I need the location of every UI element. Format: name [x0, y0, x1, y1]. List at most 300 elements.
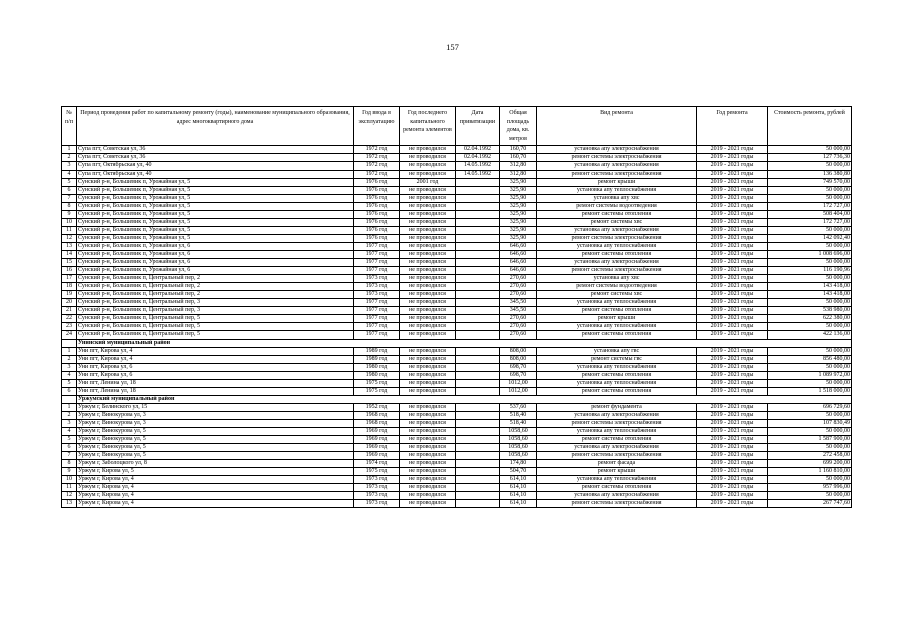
cell-cost: 50 000,00: [768, 162, 852, 170]
cell-last-repair: не проводился: [400, 234, 456, 242]
table-row: [62, 226, 852, 234]
cell-last-repair: не проводился: [400, 428, 456, 436]
cell-last-repair: не проводился: [400, 484, 456, 492]
cell-repair-type: ремонт системы отопления: [537, 387, 697, 395]
cell-repair-type: ремонт фасада: [537, 460, 697, 468]
cell-last-repair: не проводился: [400, 210, 456, 218]
cell-last-repair: не проводился: [400, 331, 456, 339]
cell-cost: 50 000,00: [768, 323, 852, 331]
cell-number: 3: [62, 363, 77, 371]
cell-last-repair: не проводился: [400, 492, 456, 500]
cell-address: Супа пгт, Октябрьская ул, 40: [77, 170, 354, 178]
table-body: [62, 146, 852, 508]
cell-privatization: [456, 419, 500, 427]
cell-number: 4: [62, 170, 77, 178]
cell-year-built: 1973 год: [354, 492, 400, 500]
section-number-cell: [62, 339, 77, 347]
cell-repair-years: 2019 - 2021 годы: [697, 484, 768, 492]
cell-cost: 143 418,00: [768, 291, 852, 299]
cell-privatization: 14.05.1992: [456, 162, 500, 170]
cell-repair-type: ремонт системы отопления: [537, 484, 697, 492]
cell-cost: 1 008 696,00: [768, 250, 852, 258]
cell-address: Уржум г, Кирова ул, 4: [77, 476, 354, 484]
cell-year-built: 1977 год: [354, 299, 400, 307]
cell-repair-type: ремонт системы отопления: [537, 250, 697, 258]
cell-year-built: 1989 год: [354, 355, 400, 363]
cell-repair-type: установка апу электроснабжения: [537, 146, 697, 154]
cell-address: Сунский р-н, Большевик п, Урожайная ул, 5: [77, 218, 354, 226]
cell-last-repair: не проводился: [400, 419, 456, 427]
cell-repair-type: ремонт системы электроснабжения: [537, 234, 697, 242]
cell-address: Сунский р-н, Большевик п, Центральный пер, 3: [77, 307, 354, 315]
cell-repair-type: ремонт крыши: [537, 468, 697, 476]
cell-last-repair: не проводился: [400, 355, 456, 363]
cell-repair-years: 2019 - 2021 годы: [697, 468, 768, 476]
cell-year-built: 1977 год: [354, 267, 400, 275]
table-row: [62, 468, 852, 476]
cell-repair-type: ремонт крыши: [537, 178, 697, 186]
cell-address: Уржум г, Винокурова ул, 5: [77, 428, 354, 436]
cell-last-repair: не проводился: [400, 387, 456, 395]
cell-cost: 50 000,00: [768, 146, 852, 154]
cell-last-repair: не проводился: [400, 299, 456, 307]
cell-cost: 172 727,00: [768, 218, 852, 226]
cell-address: Уржум г, Белинского ул, 15: [77, 403, 354, 411]
table-row: [62, 379, 852, 387]
cell-number: 20: [62, 299, 77, 307]
cell-area: 808,00: [500, 347, 537, 355]
cell-repair-years: 2019 - 2021 годы: [697, 154, 768, 162]
cell-cost: 50 000,00: [768, 347, 852, 355]
cell-repair-years: 2019 - 2021 годы: [697, 170, 768, 178]
cell-repair-type: ремонт системы электроснабжения: [537, 267, 697, 275]
cell-address: Уржум г, Винокурова ул, 3: [77, 411, 354, 419]
cell-address: Сунский р-н, Большевик п, Центральный пер, 5: [77, 315, 354, 323]
cell-cost: 50 000,00: [768, 444, 852, 452]
table-row: [62, 259, 852, 267]
cell-repair-years: 2019 - 2021 годы: [697, 428, 768, 436]
cell-privatization: [456, 299, 500, 307]
cell-address: Сунский р-н, Большевик п, Урожайная ул, 5: [77, 186, 354, 194]
cell-address: Сунский р-н, Большевик п, Урожайная ул, 6: [77, 250, 354, 258]
cell-cost: 267 747,60: [768, 500, 852, 508]
cell-address: Уржум г, Винокурова ул, 5: [77, 452, 354, 460]
cell-year-built: 1973 год: [354, 291, 400, 299]
cell-repair-type: установка апу теплоснабжения: [537, 186, 697, 194]
cell-privatization: [456, 226, 500, 234]
table-row: [62, 315, 852, 323]
cell-area: 808,00: [500, 355, 537, 363]
col-header-number: № п/п: [62, 107, 77, 146]
table-row: [62, 460, 852, 468]
cell-address: Уни пгт, Кирова ул, 6: [77, 371, 354, 379]
table-row: [62, 355, 852, 363]
page-number: 157: [446, 42, 459, 52]
cell-cost: 172 727,00: [768, 202, 852, 210]
cell-last-repair: не проводился: [400, 323, 456, 331]
cell-number: 19: [62, 291, 77, 299]
cell-last-repair: не проводился: [400, 363, 456, 371]
cell-repair-years: 2019 - 2021 годы: [697, 275, 768, 283]
cell-year-built: 1975 год: [354, 379, 400, 387]
cell-year-built: 1976 год: [354, 234, 400, 242]
cell-area: 325,90: [500, 186, 537, 194]
cell-year-built: 1977 год: [354, 242, 400, 250]
col-header-year-built: Год ввода в эксплуатацию: [354, 107, 400, 146]
table-row: [62, 154, 852, 162]
cell-area: 518,40: [500, 411, 537, 419]
cell-repair-years: 2019 - 2021 годы: [697, 387, 768, 395]
cell-address: Сунский р-н, Большевик п, Урожайная ул, 5: [77, 234, 354, 242]
cell-repair-years: 2019 - 2021 годы: [697, 186, 768, 194]
cell-repair-type: установка апу теплоснабжения: [537, 323, 697, 331]
cell-repair-years: 2019 - 2021 годы: [697, 162, 768, 170]
cell-area: 518,40: [500, 419, 537, 427]
cell-repair-years: 2019 - 2021 годы: [697, 347, 768, 355]
cell-cost: 50 000,00: [768, 363, 852, 371]
cell-number: 18: [62, 283, 77, 291]
cell-last-repair: не проводился: [400, 411, 456, 419]
section-row: [62, 339, 852, 347]
cell-repair-years: 2019 - 2021 годы: [697, 250, 768, 258]
cell-address: Супа пгт, Октябрьская ул, 40: [77, 162, 354, 170]
cell-last-repair: не проводился: [400, 307, 456, 315]
cell-last-repair: не проводился: [400, 476, 456, 484]
cell-address: Сунский р-н, Большевик п, Центральный пер, 2: [77, 283, 354, 291]
cell-year-built: 1976 год: [354, 186, 400, 194]
table-row: [62, 387, 852, 395]
cell-year-built: 1980 год: [354, 371, 400, 379]
cell-cost: 538 980,00: [768, 307, 852, 315]
cell-repair-type: установка апу электроснабжения: [537, 162, 697, 170]
cell-repair-type: ремонт системы электроснабжения: [537, 452, 697, 460]
cell-privatization: [456, 315, 500, 323]
cell-repair-years: 2019 - 2021 годы: [697, 178, 768, 186]
table-row: [62, 170, 852, 178]
cell-cost: 50 000,00: [768, 242, 852, 250]
cell-last-repair: не проводился: [400, 170, 456, 178]
cell-area: 160,70: [500, 146, 537, 154]
cell-repair-years: 2019 - 2021 годы: [697, 331, 768, 339]
cell-privatization: [456, 379, 500, 387]
table-row: [62, 299, 852, 307]
cell-last-repair: не проводился: [400, 154, 456, 162]
cell-number: 5: [62, 436, 77, 444]
col-header-privatization: Дата приватизации: [456, 107, 500, 146]
table-row: [62, 178, 852, 186]
table-row: [62, 452, 852, 460]
cell-year-built: 1969 год: [354, 428, 400, 436]
cell-repair-years: 2019 - 2021 годы: [697, 218, 768, 226]
cell-last-repair: не проводился: [400, 226, 456, 234]
cell-privatization: [456, 347, 500, 355]
cell-privatization: [456, 323, 500, 331]
cell-privatization: [456, 178, 500, 186]
cell-repair-type: ремонт крыши: [537, 315, 697, 323]
cell-repair-years: 2019 - 2021 годы: [697, 291, 768, 299]
cell-repair-type: ремонт системы отопления: [537, 371, 697, 379]
cell-last-repair: не проводился: [400, 468, 456, 476]
cell-area: 174,80: [500, 460, 537, 468]
cell-area: 160,70: [500, 154, 537, 162]
cell-last-repair: не проводился: [400, 202, 456, 210]
cell-cost: 50 000,00: [768, 492, 852, 500]
cell-area: 614,10: [500, 492, 537, 500]
cell-area: 698,70: [500, 363, 537, 371]
table-row: [62, 186, 852, 194]
cell-year-built: 1973 год: [354, 484, 400, 492]
cell-repair-years: 2019 - 2021 годы: [697, 419, 768, 427]
cell-privatization: [456, 371, 500, 379]
cell-cost: 957 996,00: [768, 484, 852, 492]
cell-area: 1012,00: [500, 379, 537, 387]
cell-cost: 508 404,00: [768, 210, 852, 218]
cell-cost: 50 000,00: [768, 299, 852, 307]
cell-area: 614,10: [500, 484, 537, 492]
cell-cost: 50 000,00: [768, 259, 852, 267]
cell-number: 7: [62, 194, 77, 202]
cell-address: Уржум г, Кирова ул, 5: [77, 468, 354, 476]
cell-privatization: [456, 492, 500, 500]
cell-repair-type: установка апу теплоснабжения: [537, 379, 697, 387]
cell-cost: 116 190,96: [768, 267, 852, 275]
cell-area: 1058,60: [500, 428, 537, 436]
cell-privatization: 14.05.1992: [456, 170, 500, 178]
cell-repair-type: установка апу электроснабжения: [537, 492, 697, 500]
table-row: [62, 242, 852, 250]
cell-last-repair: не проводился: [400, 452, 456, 460]
cell-repair-type: установка апу хвс: [537, 275, 697, 283]
cell-number: 6: [62, 444, 77, 452]
cell-repair-years: 2019 - 2021 годы: [697, 202, 768, 210]
cell-year-built: 1977 год: [354, 323, 400, 331]
cell-area: 325,90: [500, 234, 537, 242]
cell-year-built: 1977 год: [354, 307, 400, 315]
cell-number: 1: [62, 347, 77, 355]
cell-last-repair: не проводился: [400, 146, 456, 154]
col-header-cost: Стоимость ремонта, рублей: [768, 107, 852, 146]
table-row: [62, 500, 852, 508]
cell-number: 9: [62, 468, 77, 476]
cell-address: Сунский р-н, Большевик п, Урожайная ул, 5: [77, 210, 354, 218]
cell-repair-type: ремонт системы водоотведения: [537, 202, 697, 210]
cell-repair-type: установка апу электроснабжения: [537, 259, 697, 267]
cell-last-repair: не проводился: [400, 250, 456, 258]
cell-number: 8: [62, 202, 77, 210]
cell-privatization: [456, 283, 500, 291]
cell-repair-years: 2019 - 2021 годы: [697, 283, 768, 291]
cell-area: 537,60: [500, 403, 537, 411]
cell-number: 23: [62, 323, 77, 331]
cell-address: Уржум г, Винокурова ул, 3: [77, 419, 354, 427]
table-row: [62, 267, 852, 275]
table-row: [62, 194, 852, 202]
cell-address: Супа пгт, Советская ул, 36: [77, 146, 354, 154]
cell-last-repair: не проводился: [400, 242, 456, 250]
cell-number: 6: [62, 387, 77, 395]
cell-address: Уни пгт, Кирова ул, 4: [77, 355, 354, 363]
cell-area: 270,60: [500, 315, 537, 323]
cell-year-built: 1972 год: [354, 162, 400, 170]
table-row: [62, 146, 852, 154]
cell-repair-years: 2019 - 2021 годы: [697, 315, 768, 323]
cell-address: Сунский р-н, Большевик п, Урожайная ул, 5: [77, 226, 354, 234]
cell-year-built: 1976 год: [354, 226, 400, 234]
cell-last-repair: не проводился: [400, 403, 456, 411]
cell-area: 1058,60: [500, 444, 537, 452]
cell-area: 312,80: [500, 170, 537, 178]
cell-repair-type: ремонт системы отопления: [537, 307, 697, 315]
cell-area: 1012,00: [500, 387, 537, 395]
cell-year-built: 1973 год: [354, 476, 400, 484]
cell-cost: 50 000,00: [768, 428, 852, 436]
cell-address: Уржум г, Винокурова ул, 5: [77, 444, 354, 452]
cell-year-built: 1969 год: [354, 444, 400, 452]
cell-repair-type: установка апу электроснабжения: [537, 411, 697, 419]
cell-repair-years: 2019 - 2021 годы: [697, 234, 768, 242]
cell-cost: 50 000,00: [768, 476, 852, 484]
table-row: [62, 218, 852, 226]
cell-repair-type: установка апу теплоснабжения: [537, 476, 697, 484]
cell-repair-type: установка апу гвс: [537, 347, 697, 355]
cell-last-repair: не проводился: [400, 291, 456, 299]
table-row: [62, 419, 852, 427]
cell-privatization: [456, 436, 500, 444]
cell-area: 614,10: [500, 476, 537, 484]
cell-privatization: [456, 468, 500, 476]
cell-repair-years: 2019 - 2021 годы: [697, 323, 768, 331]
section-title: Уржумский муниципальный район: [77, 395, 852, 403]
cell-cost: 856 480,00: [768, 355, 852, 363]
cell-area: 270,60: [500, 291, 537, 299]
cell-privatization: [456, 210, 500, 218]
cell-area: 646,60: [500, 259, 537, 267]
cell-address: Уржум г, Заболоцкого ул, 8: [77, 460, 354, 468]
cell-repair-type: ремонт системы отопления: [537, 331, 697, 339]
cell-year-built: 1972 год: [354, 170, 400, 178]
cell-repair-years: 2019 - 2021 годы: [697, 299, 768, 307]
cell-area: 646,60: [500, 250, 537, 258]
cell-year-built: 1952 год: [354, 403, 400, 411]
section-row: [62, 395, 852, 403]
cell-area: 325,90: [500, 210, 537, 218]
cell-privatization: 02.04.1992: [456, 146, 500, 154]
cell-last-repair: не проводился: [400, 162, 456, 170]
cell-address: Сунский р-н, Большевик п, Урожайная ул, 6: [77, 242, 354, 250]
cell-last-repair: 2001 год: [400, 178, 456, 186]
cell-privatization: [456, 194, 500, 202]
cell-number: 24: [62, 331, 77, 339]
cell-area: 325,90: [500, 218, 537, 226]
cell-area: 345,50: [500, 299, 537, 307]
cell-address: Сунский р-н, Большевик п, Центральный пер, 2: [77, 275, 354, 283]
cell-number: 10: [62, 476, 77, 484]
cell-year-built: 1972 год: [354, 154, 400, 162]
col-header-address: Период проведения работ по капитальному ремонту (годы), наименование муниципального образования, адрес многоквартирного дома: [77, 107, 354, 146]
cell-privatization: [456, 452, 500, 460]
cell-repair-years: 2019 - 2021 годы: [697, 242, 768, 250]
cell-number: 9: [62, 210, 77, 218]
table-row: [62, 307, 852, 315]
cell-cost: 50 000,00: [768, 194, 852, 202]
cell-number: 14: [62, 250, 77, 258]
cell-privatization: [456, 428, 500, 436]
cell-number: 6: [62, 186, 77, 194]
cell-last-repair: не проводился: [400, 460, 456, 468]
cell-address: Сунский р-н, Большевик п, Центральный пер, 3: [77, 299, 354, 307]
table-row: [62, 283, 852, 291]
cell-repair-type: ремонт системы отопления: [537, 210, 697, 218]
cell-area: 270,60: [500, 323, 537, 331]
cell-address: Уржум г, Винокурова ул, 5: [77, 436, 354, 444]
cell-number: 2: [62, 411, 77, 419]
cell-address: Сунский р-н, Большевик п, Центральный пер, 2: [77, 291, 354, 299]
cell-repair-years: 2019 - 2021 годы: [697, 226, 768, 234]
cell-privatization: [456, 242, 500, 250]
cell-repair-years: 2019 - 2021 годы: [697, 411, 768, 419]
cell-repair-type: установка апу теплоснабжения: [537, 363, 697, 371]
cell-year-built: 1976 год: [354, 194, 400, 202]
cell-repair-type: установка апу теплоснабжения: [537, 428, 697, 436]
cell-address: Уни пгт, Кирова ул, 6: [77, 363, 354, 371]
col-header-last-repair: Год последнего капитального ремонта элементов: [400, 107, 456, 146]
cell-last-repair: не проводился: [400, 315, 456, 323]
cell-number: 5: [62, 178, 77, 186]
cell-repair-years: 2019 - 2021 годы: [697, 500, 768, 508]
table-row: [62, 347, 852, 355]
cell-privatization: [456, 355, 500, 363]
cell-year-built: 1976 год: [354, 178, 400, 186]
cell-number: 21: [62, 307, 77, 315]
cell-number: 5: [62, 379, 77, 387]
cell-area: 325,90: [500, 194, 537, 202]
cell-privatization: [456, 444, 500, 452]
cell-cost: 127 736,30: [768, 154, 852, 162]
cell-cost: 50 000,00: [768, 411, 852, 419]
section-title: Унинский муниципальный район: [77, 339, 852, 347]
col-header-repair-type: Вид ремонта: [537, 107, 697, 146]
cell-last-repair: не проводился: [400, 371, 456, 379]
cell-repair-years: 2019 - 2021 годы: [697, 379, 768, 387]
cell-cost: 749 570,00: [768, 178, 852, 186]
cell-repair-years: 2019 - 2021 годы: [697, 444, 768, 452]
cell-privatization: [456, 484, 500, 492]
col-header-repair-years: Год ремонта: [697, 107, 768, 146]
cell-cost: 1 518 000,00: [768, 387, 852, 395]
cell-address: Уржум г, Кирова ул, 4: [77, 492, 354, 500]
cell-area: 270,60: [500, 275, 537, 283]
table-row: [62, 275, 852, 283]
table-row: [62, 291, 852, 299]
cell-cost: 622 380,00: [768, 315, 852, 323]
table-row: [62, 484, 852, 492]
cell-number: 13: [62, 500, 77, 508]
cell-repair-years: 2019 - 2021 годы: [697, 460, 768, 468]
cell-repair-type: ремонт системы хвс: [537, 218, 697, 226]
cell-address: Сунский р-н, Большевик п, Урожайная ул, 5: [77, 194, 354, 202]
cell-address: Сунский р-н, Большевик п, Урожайная ул, 5: [77, 178, 354, 186]
cell-repair-type: установка апу электроснабжения: [537, 226, 697, 234]
table-row: [62, 331, 852, 339]
cell-last-repair: не проводился: [400, 444, 456, 452]
cell-year-built: 1968 год: [354, 411, 400, 419]
cell-repair-type: ремонт системы электроснабжения: [537, 500, 697, 508]
cell-area: 325,90: [500, 178, 537, 186]
cell-cost: 50 000,00: [768, 226, 852, 234]
table-row: [62, 371, 852, 379]
cell-last-repair: не проводился: [400, 194, 456, 202]
cell-number: 3: [62, 419, 77, 427]
